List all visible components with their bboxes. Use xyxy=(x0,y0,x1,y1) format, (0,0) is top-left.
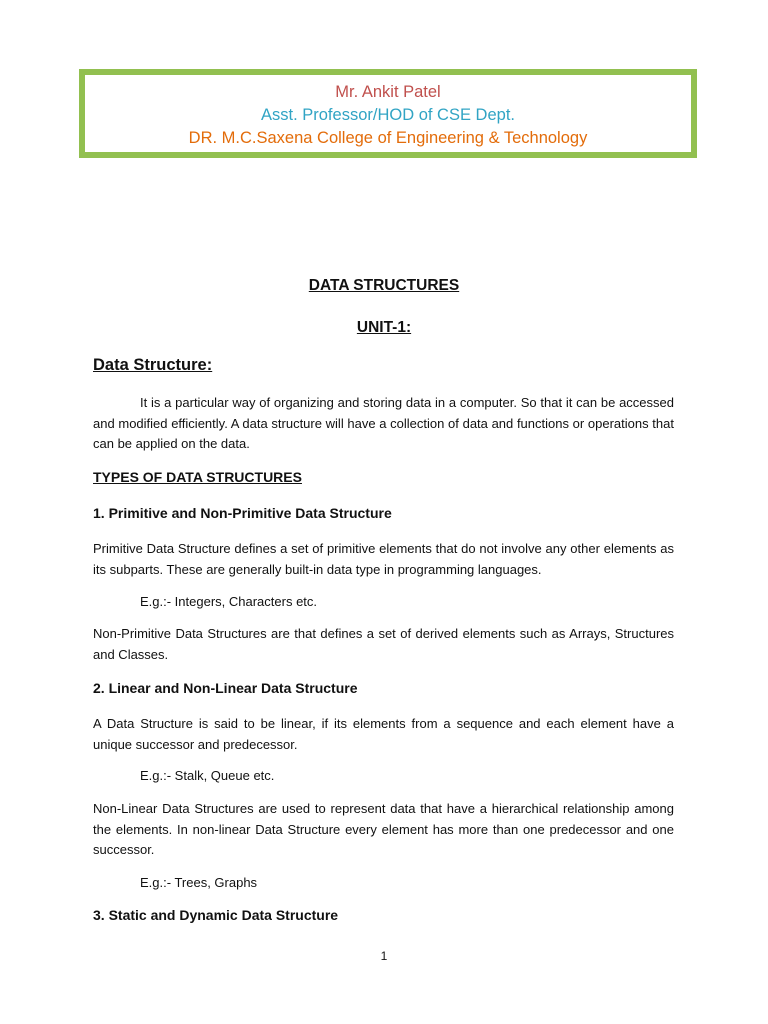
type-2-paragraph-1: A Data Structure is said to be linear, if its elements from a sequence and each element have a unique successor and predecessor. xyxy=(93,716,674,752)
college-name: DR. M.C.Saxena College of Engineering & Technology xyxy=(188,129,588,147)
type-1-heading: 1. Primitive and Non-Primitive Data Structure xyxy=(93,505,392,521)
author-name: Mr. Ankit Patel xyxy=(335,83,441,101)
type-3-heading: 3. Static and Dynamic Data Structure xyxy=(93,907,339,923)
unit-heading: UNIT-1: xyxy=(356,319,412,336)
document-title: DATA STRUCTURES xyxy=(308,277,460,294)
type-1-example: E.g.:- Integers, Characters etc. xyxy=(140,594,318,609)
author-title: Asst. Professor/HOD of CSE Dept. xyxy=(261,106,515,124)
types-heading: TYPES OF DATA STRUCTURES xyxy=(93,469,302,485)
type-2-example: E.g.:- Stalk, Queue etc. xyxy=(140,768,275,783)
type-2-paragraph-2: Non-Linear Data Structures are used to represent data that have a hierarchical relationship among the elements. In non-linear Data Structure every element has more than one predecessor and one successor. xyxy=(93,801,674,858)
author-header-box xyxy=(79,69,697,158)
type-1-paragraph-1: Primitive Data Structure defines a set of primitive elements that do not involve any other elements as its subparts. These are generally built-in data type in programming languages. xyxy=(93,541,674,577)
page-number: 1 xyxy=(380,949,388,963)
intro-paragraph: It is a particular way of organizing and storing data in a computer. So that it can be accessed and modified efficiently. A data structure will have a collection of data and functions or operations that can be applied on the data. xyxy=(93,395,674,452)
type-2-heading: 2. Linear and Non-Linear Data Structure xyxy=(93,680,358,696)
type-1-paragraph-2: Non-Primitive Data Structures are that defines a set of derived elements such as Arrays, Structures and Classes. xyxy=(93,626,674,662)
type-2-example-2: E.g.:- Trees, Graphs xyxy=(140,875,258,890)
section-heading: Data Structure: xyxy=(93,356,213,374)
